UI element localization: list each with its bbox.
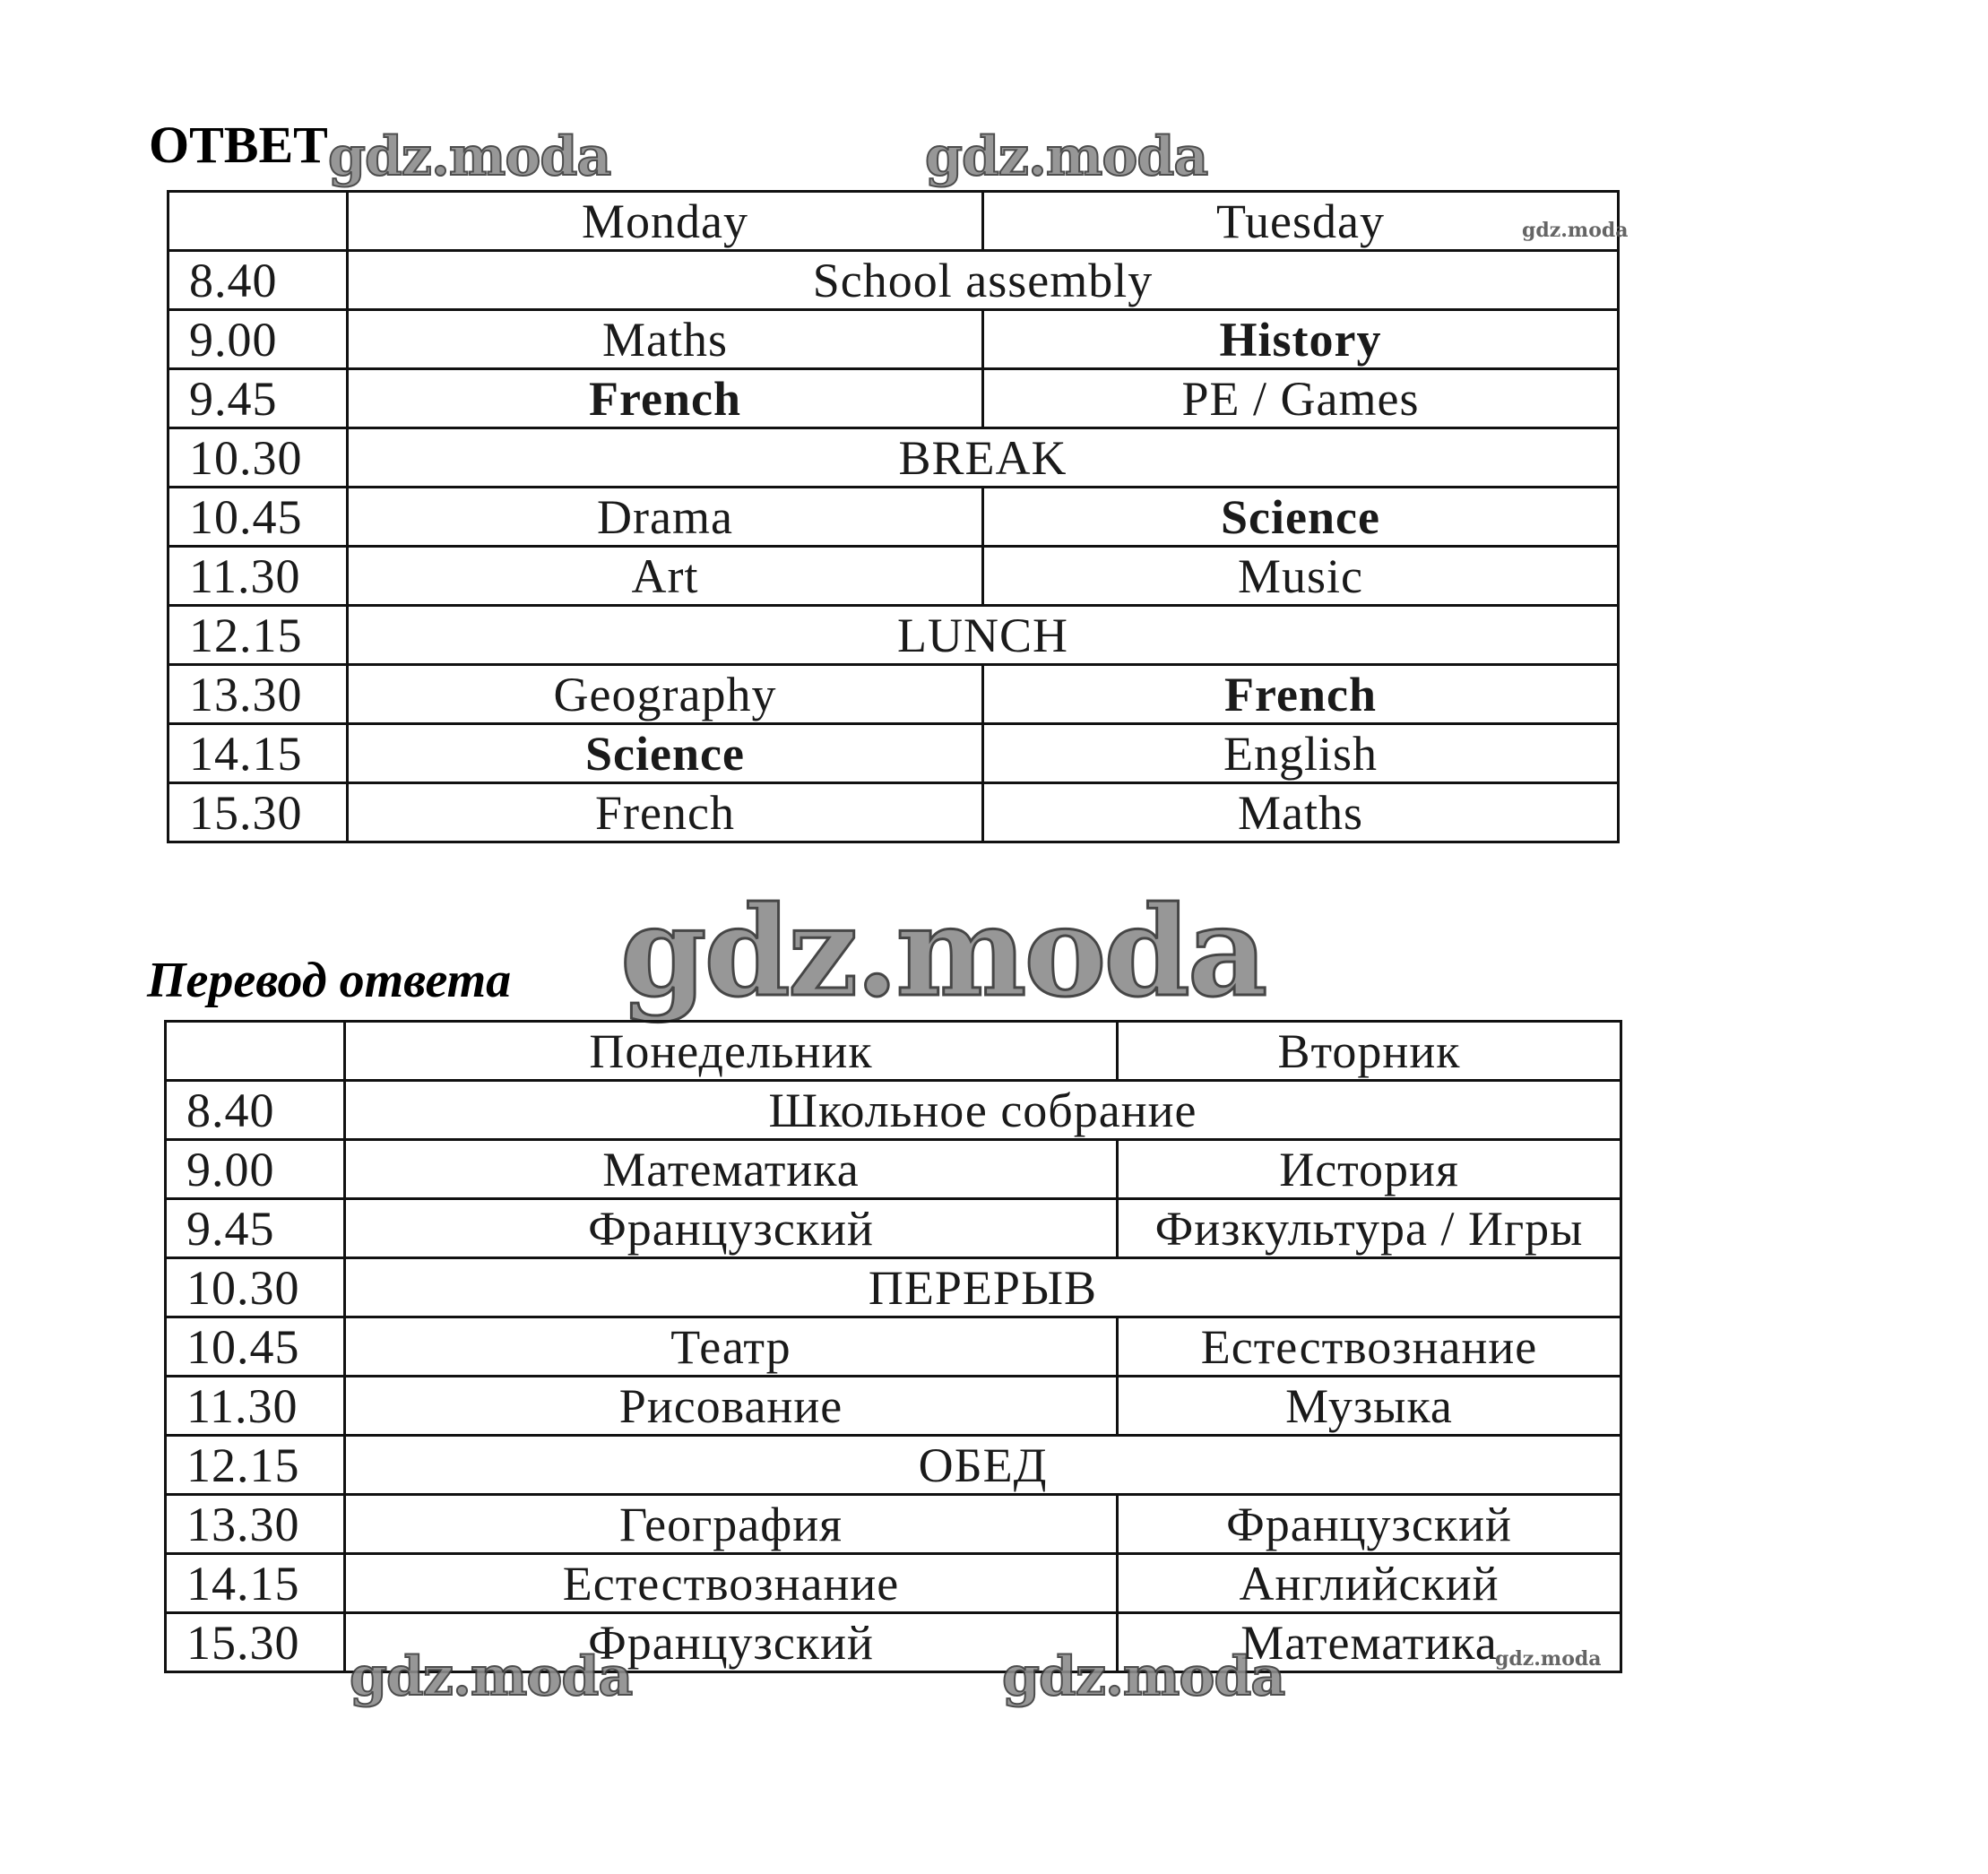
header-monday: Monday xyxy=(348,192,983,251)
tuesday-cell: Французский xyxy=(1118,1495,1621,1554)
table-row xyxy=(169,724,1619,783)
watermark: gdz.moda xyxy=(925,125,1208,188)
schedule-table-english xyxy=(167,190,1620,843)
table-row xyxy=(166,1317,1621,1377)
time-cell: 9.00 xyxy=(166,1140,345,1199)
event-cell: School assembly xyxy=(348,251,1619,310)
tuesday-cell: History xyxy=(983,310,1619,369)
time-cell: 8.40 xyxy=(166,1081,345,1140)
time-cell: 8.40 xyxy=(169,251,348,310)
table-row xyxy=(166,1554,1621,1613)
table-row xyxy=(166,1258,1621,1317)
time-cell: 10.45 xyxy=(166,1317,345,1377)
tuesday-cell: Maths xyxy=(983,783,1619,842)
table-row xyxy=(169,665,1619,724)
event-cell: LUNCH xyxy=(348,606,1619,665)
monday-cell: Рисование xyxy=(345,1377,1118,1436)
table-row xyxy=(169,310,1619,369)
monday-cell: Театр xyxy=(345,1317,1118,1377)
time-cell: 9.45 xyxy=(166,1199,345,1258)
table-row xyxy=(169,428,1619,488)
table-row xyxy=(166,1140,1621,1199)
header-tuesday: Вторник xyxy=(1118,1022,1621,1081)
time-cell: 14.15 xyxy=(166,1554,345,1613)
time-cell: 15.30 xyxy=(166,1613,345,1672)
monday-cell: French xyxy=(348,369,983,428)
time-cell: 12.15 xyxy=(169,606,348,665)
table-row xyxy=(169,783,1619,842)
monday-cell: Французский xyxy=(345,1613,1118,1672)
tuesday-cell: Физкультура / Игры xyxy=(1118,1199,1621,1258)
table-row xyxy=(169,606,1619,665)
monday-cell: Science xyxy=(348,724,983,783)
table-row xyxy=(169,369,1619,428)
watermark: gdz.moda xyxy=(1495,1647,1602,1671)
event-cell: Школьное собрание xyxy=(345,1081,1621,1140)
time-cell: 13.30 xyxy=(166,1495,345,1554)
monday-cell: Естествознание xyxy=(345,1554,1118,1613)
time-cell: 11.30 xyxy=(169,547,348,606)
monday-cell: Geography xyxy=(348,665,983,724)
table-row xyxy=(169,547,1619,606)
header-tuesday: Tuesday xyxy=(983,192,1619,251)
time-cell: 14.15 xyxy=(169,724,348,783)
header-row xyxy=(166,1022,1621,1081)
tuesday-cell: Математика xyxy=(1118,1613,1621,1672)
time-cell: 9.00 xyxy=(169,310,348,369)
tuesday-cell: English xyxy=(983,724,1619,783)
time-cell: 11.30 xyxy=(166,1377,345,1436)
watermark: gdz.moda xyxy=(1002,1645,1285,1708)
table-row xyxy=(169,488,1619,547)
monday-cell: Drama xyxy=(348,488,983,547)
corner-cell xyxy=(166,1022,345,1081)
table-row xyxy=(166,1377,1621,1436)
monday-cell: French xyxy=(348,783,983,842)
table-row xyxy=(166,1436,1621,1495)
watermark: gdz.moda xyxy=(350,1645,633,1708)
event-cell: ОБЕД xyxy=(345,1436,1621,1495)
tuesday-cell: Естествознание xyxy=(1118,1317,1621,1377)
time-cell: 15.30 xyxy=(169,783,348,842)
event-cell: ПЕРЕРЫВ xyxy=(345,1258,1621,1317)
tuesday-cell: Music xyxy=(983,547,1619,606)
time-cell: 10.45 xyxy=(169,488,348,547)
monday-cell: Математика xyxy=(345,1140,1118,1199)
monday-cell: Art xyxy=(348,547,983,606)
monday-cell: Maths xyxy=(348,310,983,369)
header-monday: Понедельник xyxy=(345,1022,1118,1081)
translation-title: Перевод ответа xyxy=(147,953,512,1008)
time-cell: 9.45 xyxy=(169,369,348,428)
tuesday-cell: История xyxy=(1118,1140,1621,1199)
watermark: gdz.moda xyxy=(620,878,1266,1024)
corner-cell xyxy=(169,192,348,251)
tuesday-cell: French xyxy=(983,665,1619,724)
monday-cell: Французский xyxy=(345,1199,1118,1258)
table-row xyxy=(169,251,1619,310)
tuesday-cell: Музыка xyxy=(1118,1377,1621,1436)
schedule-table-russian xyxy=(164,1020,1622,1673)
header-row xyxy=(169,192,1619,251)
time-cell: 10.30 xyxy=(169,428,348,488)
tuesday-cell: Английский xyxy=(1118,1554,1621,1613)
watermark: gdz.moda xyxy=(1522,219,1629,242)
time-cell: 10.30 xyxy=(166,1258,345,1317)
table-row xyxy=(166,1199,1621,1258)
answer-title: ОТВЕТ xyxy=(149,116,328,174)
tuesday-cell: PE / Games xyxy=(983,369,1619,428)
tuesday-cell: Science xyxy=(983,488,1619,547)
time-cell: 12.15 xyxy=(166,1436,345,1495)
table-row xyxy=(166,1081,1621,1140)
monday-cell: География xyxy=(345,1495,1118,1554)
watermark: gdz.moda xyxy=(328,125,611,188)
table-row xyxy=(166,1495,1621,1554)
event-cell: BREAK xyxy=(348,428,1619,488)
time-cell: 13.30 xyxy=(169,665,348,724)
